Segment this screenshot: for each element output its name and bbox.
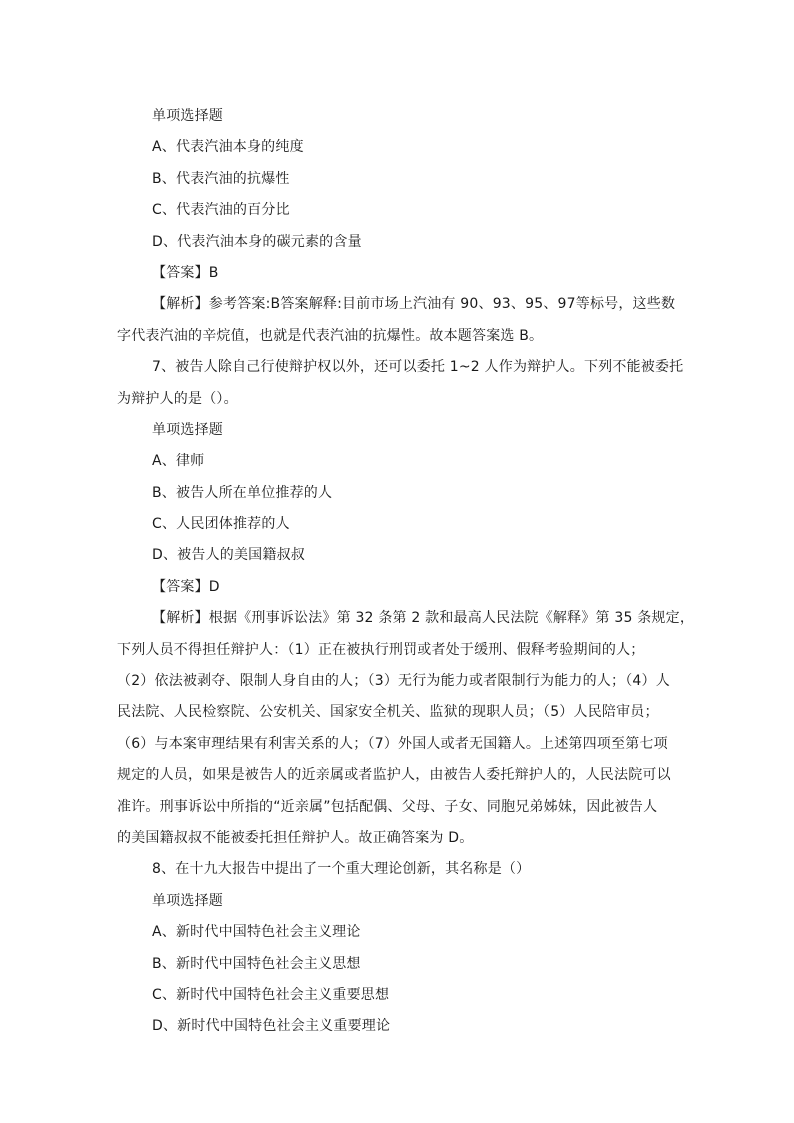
text-line: D、被告人的美国籍叔叔 [152, 547, 305, 564]
text-line: B、被告人所在单位推荐的人 [152, 484, 333, 501]
text-line: 单项选择题 [152, 108, 223, 124]
text-line: （6）与本案审理结果有利害关系的人；（7）外国人或者无国籍人。上述第四项至第七项 [117, 735, 668, 752]
text-line: A、律师 [152, 453, 205, 470]
text-line: 准许。刑事诉讼中所指的“近亲属”包括配偶、父母、子女、同胞兄弟姊妹，因此被告人 [117, 798, 658, 815]
text-line: 单项选择题 [152, 892, 223, 909]
text-line: 的美国籍叔叔不能被委托担任辩护人。故正确答案为 D。 [117, 829, 474, 846]
text-line: 单项选择题 [152, 421, 223, 438]
text-line: 【答案】D [152, 578, 220, 595]
text-line: 7、被告人除自己行使辩护权以外，还可以委托 1~2 人作为辩护人。下列不能被委托 [152, 359, 684, 376]
text-line: D、新时代中国特色社会主义重要理论 [152, 1018, 391, 1035]
text-line: 【答案】B [152, 264, 219, 281]
text-line: 下列人员不得担任辩护人：（1）正在被执行刑罚或者处于缓刑、假释考验期间的人； [117, 641, 645, 658]
text-line: 规定的人员，如果是被告人的近亲属或者监护人，由被告人委托辩护人的，人民法院可以 [117, 767, 671, 784]
text-line: A、新时代中国特色社会主义理论 [152, 924, 361, 941]
text-line: C、代表汽油的百分比 [152, 202, 290, 219]
text-line: C、人民团体推荐的人 [152, 516, 290, 533]
text-line: 【解析】参考答案:B答案解释:目前市场上汽油有 90、93、95、97等标号，这些数 [152, 296, 676, 313]
text-line: B、新时代中国特色社会主义思想 [152, 955, 361, 972]
document-body [117, 101, 695, 1043]
text-line: 字代表汽油的辛烷值，也就是代表汽油的抗爆性。故本题答案选 B。 [117, 327, 544, 344]
text-line: 【解析】根据《刑事诉讼法》第 32 条第 2 款和最高人民法院《解释》第 35 条规定， [152, 610, 695, 627]
text-line: （2）依法被剥夺、限制人身自由的人；（3）无行为能力或者限制行为能力的人；（4）人 [117, 673, 670, 690]
text-line: 民法院、人民检察院、公安机关、国家安全机关、监狱的现职人员；（5）人民陪审员； [117, 704, 659, 721]
text-line: D、代表汽油本身的碳元素的含量 [152, 233, 362, 250]
text-line: 为辩护人的是（）。 [117, 390, 238, 407]
text-line: A、代表汽油本身的纯度 [152, 139, 304, 156]
text-line: 8、在十九大报告中提出了一个重大理论创新，其名称是（） [152, 861, 531, 878]
text-line: C、新时代中国特色社会主义重要思想 [152, 986, 390, 1003]
text-line: B、代表汽油的抗爆性 [152, 170, 290, 187]
